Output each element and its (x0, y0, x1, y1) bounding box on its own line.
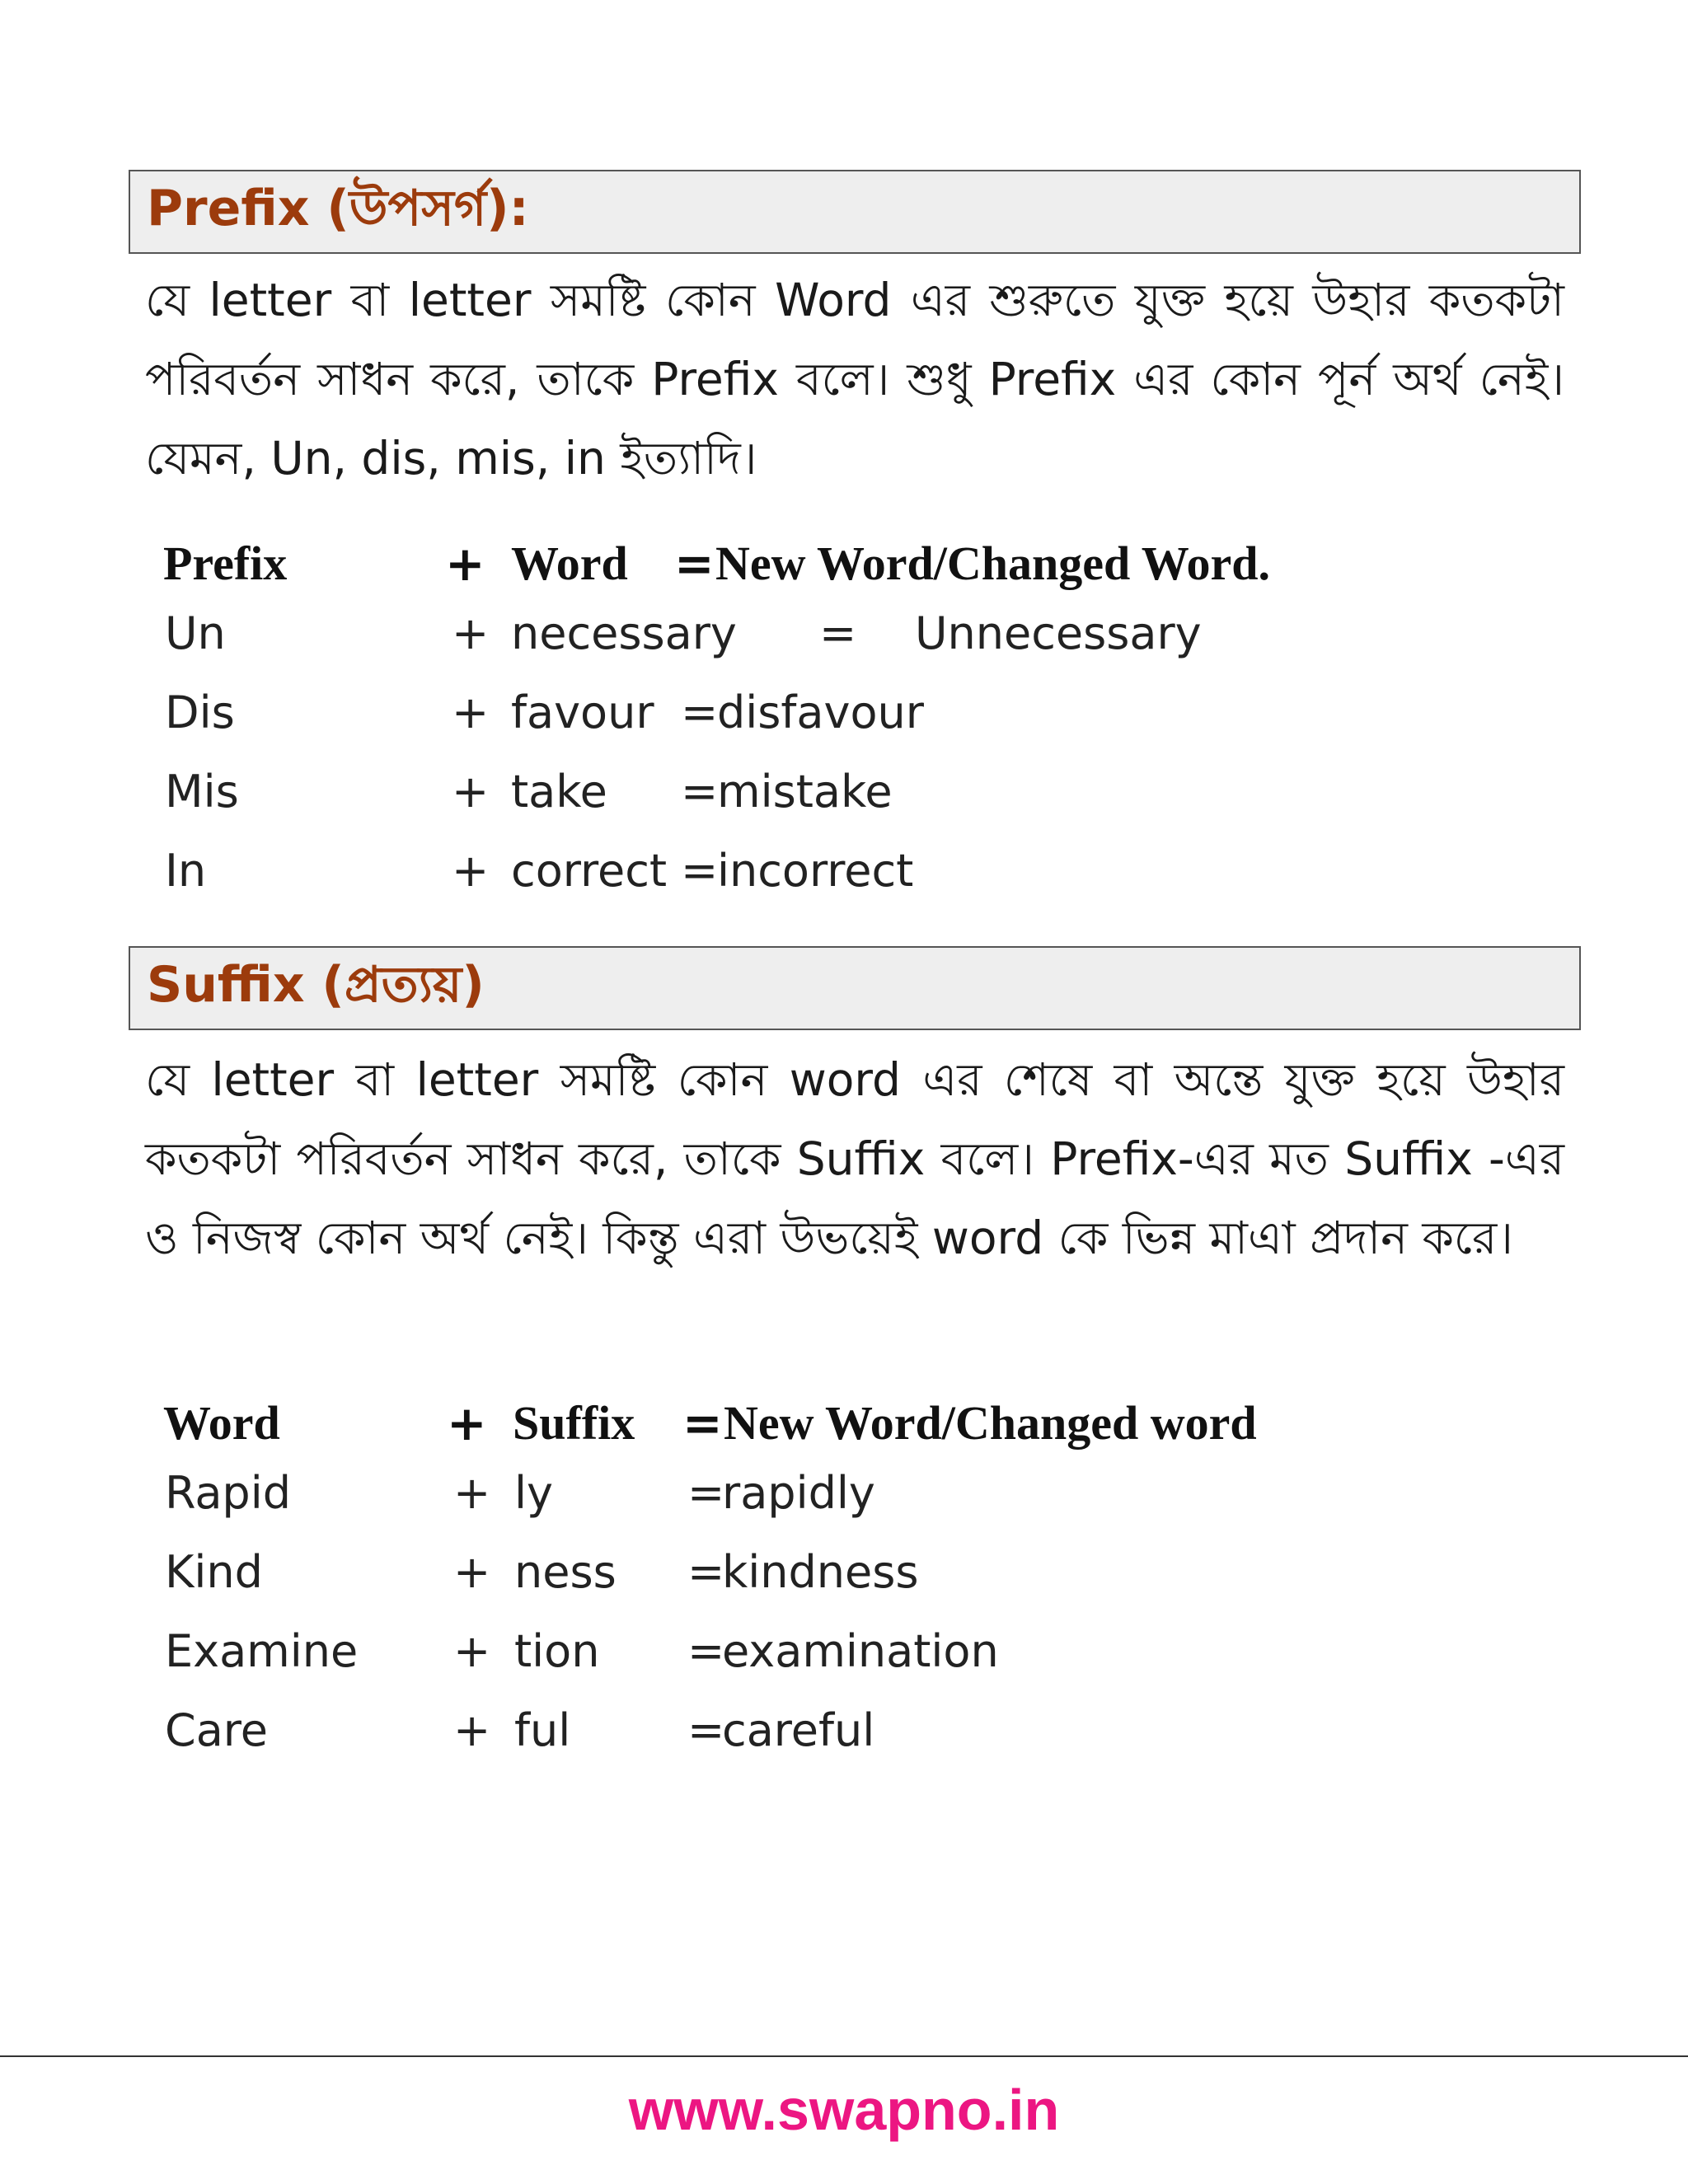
prefix-row1-plus: + (452, 607, 490, 659)
prefix-row2-prefix: Dis (165, 687, 235, 738)
suffix-row2-suffix: ness (514, 1546, 617, 1598)
suffix-row1-word: Rapid (165, 1467, 291, 1519)
prefix-table-header-plus: + (445, 536, 485, 592)
prefix-row2-result: disfavour (717, 687, 924, 738)
prefix-row3-result: mistake (717, 766, 893, 818)
prefix-row4-equals: = (681, 845, 719, 897)
suffix-row4-equals: = (687, 1704, 725, 1756)
prefix-row3-prefix: Mis (165, 766, 239, 818)
prefix-paragraph: যে letter বা letter সমষ্টি কোন Word এর শুরুতে যুক্ত হয়ে উহার কতকটা পরিবর্তন সাধন করে, তাকে Prefix বলে। শুধু Prefix এর কোন পূর্ন অর্থ নেই। যেমন, Un, dis, mis, in ইত্যাদি। (145, 274, 1564, 485)
prefix-table-header-col3: New Word/Changed Word. (715, 537, 1271, 590)
suffix-row4-plus: + (453, 1704, 491, 1756)
suffix-row4-word: Care (165, 1704, 269, 1756)
suffix-table-header-col2: Suffix (513, 1396, 635, 1450)
prefix-row4-word: correct (511, 845, 668, 897)
suffix-row1-result: rapidly (722, 1467, 875, 1519)
suffix-row2-equals: = (687, 1546, 725, 1598)
footer-divider (0, 2055, 1688, 2057)
prefix-row2-plus: + (452, 687, 490, 738)
suffix-table-header-col3: New Word/Changed word (724, 1396, 1257, 1450)
prefix-row1-equals: = (819, 607, 857, 659)
suffix-row3-word: Examine (165, 1625, 359, 1677)
suffix-row1-suffix: ly (514, 1467, 553, 1519)
suffix-row3-equals: = (687, 1625, 725, 1677)
suffix-row1-plus: + (453, 1467, 491, 1519)
suffix-row1-equals: = (687, 1467, 725, 1519)
suffix-row3-result: examination (722, 1625, 999, 1677)
suffix-row3-suffix: tion (514, 1625, 600, 1677)
suffix-table-header-col1: Word (163, 1396, 280, 1450)
suffix-row4-suffix: ful (514, 1704, 571, 1756)
suffix-row2-plus: + (453, 1546, 491, 1598)
suffix-row2-word: Kind (165, 1546, 263, 1598)
suffix-table-header-plus: + (447, 1395, 487, 1451)
prefix-row1-prefix: Un (165, 607, 226, 659)
prefix-row4-prefix: In (165, 845, 207, 897)
prefix-heading-box (129, 170, 1581, 254)
prefix-row4-plus: + (452, 845, 490, 897)
suffix-row2-result: kindness (722, 1546, 919, 1598)
prefix-row3-equals: = (681, 766, 719, 818)
suffix-table-header-equals: = (682, 1395, 723, 1451)
prefix-row3-plus: + (452, 766, 490, 818)
suffix-heading: Suffix (প্রত্যয়) (147, 956, 485, 1014)
prefix-row3-word: take (511, 766, 607, 818)
suffix-row3-plus: + (453, 1625, 491, 1677)
suffix-paragraph: যে letter বা letter সমষ্টি কোন word এর শেষে বা অন্তে যুক্ত হয়ে উহার কতকটা পরিবর্তন সাধন করে, তাকে Suffix বলে। Prefix-এর মত Suffix -এর ও নিজস্ব কোন অর্থ নেই। কিন্তু এরা উভয়েই word কে ভিন্ন মাএা প্রদান করে। (145, 1053, 1564, 1264)
prefix-row4-result: incorrect (717, 845, 914, 897)
prefix-row1-word: necessary (511, 607, 737, 659)
footer-website-link[interactable]: www.swapno.in (628, 2078, 1060, 2142)
prefix-heading: Prefix (উপসর্গ): (147, 180, 529, 237)
prefix-row2-word: favour (511, 687, 654, 738)
suffix-heading-box (129, 946, 1581, 1030)
prefix-table-header-col2: Word (511, 537, 628, 590)
prefix-table-header-col1: Prefix (163, 537, 288, 590)
suffix-row4-result: careful (722, 1704, 875, 1756)
prefix-row2-equals: = (681, 687, 719, 738)
prefix-row1-result: Unnecessary (915, 607, 1202, 659)
prefix-table-header-equals: = (674, 536, 715, 592)
